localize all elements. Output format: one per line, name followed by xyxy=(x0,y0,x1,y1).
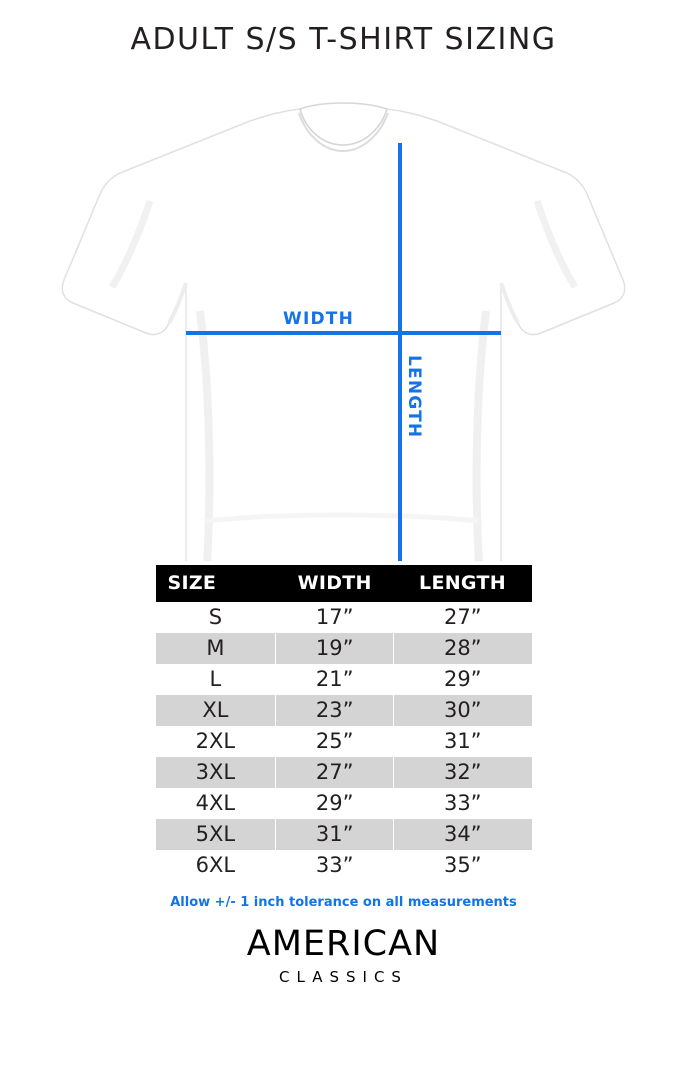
cell-width: 31” xyxy=(276,819,394,850)
size-table xyxy=(156,565,532,881)
cell-length: 32” xyxy=(394,757,532,788)
column-header-width: WIDTH xyxy=(276,565,394,602)
cell-length: 30” xyxy=(394,695,532,726)
cell-width: 27” xyxy=(276,757,394,788)
table-row xyxy=(156,819,532,850)
table-row xyxy=(156,726,532,757)
cell-size: 4XL xyxy=(156,788,276,819)
table-row xyxy=(156,664,532,695)
cell-width: 29” xyxy=(276,788,394,819)
cell-width: 23” xyxy=(276,695,394,726)
brand-name: AMERICAN xyxy=(246,924,441,964)
table-header-row xyxy=(156,565,532,602)
page-title: ADULT S/S T-SHIRT SIZING xyxy=(130,22,557,57)
cell-width: 33” xyxy=(276,850,394,881)
tolerance-note: Allow +/- 1 inch tolerance on all measurements xyxy=(170,895,517,910)
table-row xyxy=(156,757,532,788)
cell-length: 31” xyxy=(394,726,532,757)
cell-length: 27” xyxy=(394,602,532,633)
cell-width: 21” xyxy=(276,664,394,695)
brand-subtitle: CLASSICS xyxy=(279,968,408,986)
column-header-size: SIZE xyxy=(156,565,276,602)
table-row xyxy=(156,695,532,726)
cell-size: M xyxy=(156,633,276,664)
cell-size: XL xyxy=(156,695,276,726)
shirt-diagram xyxy=(0,61,687,561)
size-chart xyxy=(156,565,532,881)
cell-width: 17” xyxy=(276,602,394,633)
cell-width: 19” xyxy=(276,633,394,664)
cell-size: S xyxy=(156,602,276,633)
width-label: WIDTH xyxy=(283,309,355,329)
cell-length: 34” xyxy=(394,819,532,850)
cell-size: 2XL xyxy=(156,726,276,757)
table-row xyxy=(156,633,532,664)
cell-length: 35” xyxy=(394,850,532,881)
table-row xyxy=(156,602,532,633)
cell-length: 28” xyxy=(394,633,532,664)
cell-length: 29” xyxy=(394,664,532,695)
table-row xyxy=(156,788,532,819)
cell-length: 33” xyxy=(394,788,532,819)
cell-width: 25” xyxy=(276,726,394,757)
cell-size: L xyxy=(156,664,276,695)
cell-size: 3XL xyxy=(156,757,276,788)
cell-size: 6XL xyxy=(156,850,276,881)
column-header-length: LENGTH xyxy=(394,565,532,602)
table-row xyxy=(156,850,532,881)
cell-size: 5XL xyxy=(156,819,276,850)
brand-logo xyxy=(0,924,687,986)
length-label: LENGTH xyxy=(404,355,424,439)
